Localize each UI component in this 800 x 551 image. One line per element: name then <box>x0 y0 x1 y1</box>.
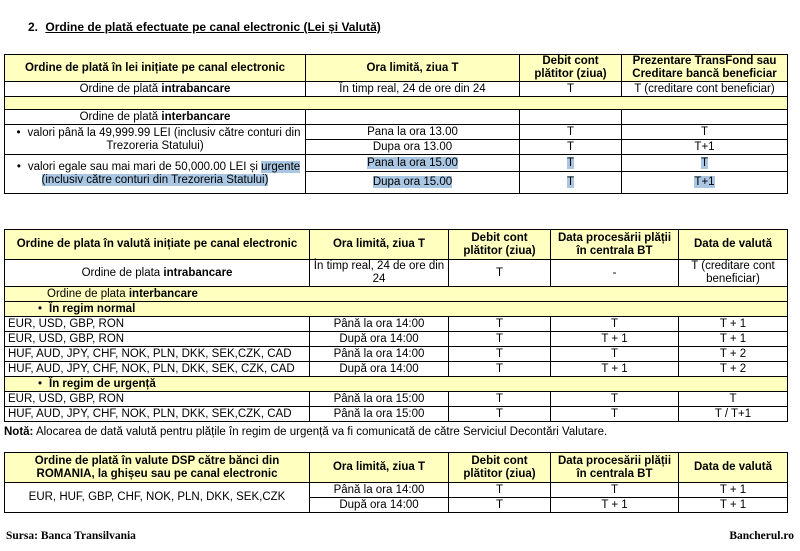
table-row: EUR, USD, GBP, RON După ora 14:00 T T + 1 T + 1 <box>5 332 788 347</box>
table-row: Ordine de plata intrabancare În timp real, 24 de ore din 24 T - T (creditare cont beneficiar) <box>5 260 788 287</box>
table-row: • valori egale sau mai mari de 50,000.00 LEI și urgente (inclusiv către conturi din Trezoreria Statului) Pana la ora 15.00 T T <box>5 155 788 172</box>
table-row: HUF, AUD, JPY, CHF, NOK, PLN, DKK, SEK,CZK, CAD Până la ora 14:00 T T T + 2 <box>5 347 788 362</box>
table-row: Dupa ora 13.00 T T+1 <box>5 140 788 155</box>
section-row: • În regim de urgență <box>5 377 788 392</box>
table-row: • valori până la 49,999.99 LEI (inclusiv către conturi din Trezoreria Statului) Pana la ora 13.00 T T <box>5 125 788 140</box>
header-cell: Debit cont plătitor (ziua) <box>520 55 622 82</box>
table-row: EUR, HUF, GBP, CHF, NOK, PLN, DKK, SEK,CZK Până la ora 14:00 T T T + 1 <box>5 483 788 498</box>
table-row: Ordine de plată intrabancare În timp real, 24 de ore din 24 T T (creditare cont beneficiar) <box>5 82 788 97</box>
header-cell: Ordine de plata în valută inițiate pe canal electronic <box>5 230 310 260</box>
table-row: Ordine de plată interbancare <box>5 110 788 125</box>
section-title <box>28 20 381 34</box>
header-cell: Data procesării plății în centrala BT <box>551 230 679 260</box>
header-cell: Ora limită, ziua T <box>306 55 520 82</box>
header-cell: Debit cont plătitor (ziua) <box>449 453 551 483</box>
section-number: 2. <box>28 20 39 34</box>
header-cell: Data de valută <box>679 230 788 260</box>
header-cell: Ora limită, ziua T <box>310 230 449 260</box>
header-cell: Ordine de plată în valute DSP către bănci din ROMANIA, la ghișeu sau pe canal electronic <box>5 453 310 483</box>
table-row: HUF, AUD, JPY, CHF, NOK, PLN, DKK, SEK,CZK, CAD Până la ora 15:00 T T T / T+1 <box>5 407 788 422</box>
table-row: EUR, USD, GBP, RON Până la ora 15:00 T T T <box>5 392 788 407</box>
header-cell: Ordine de plată în lei inițiate pe canal electronic <box>5 55 306 82</box>
table-row: HUF, AUD, JPY, CHF, NOK, PLN, DKK, SEK, CZK, CAD După ora 14:00 T T + 1 T + 2 <box>5 362 788 377</box>
bullet-icon: • <box>16 126 21 139</box>
source-caption: Sursa: Banca Transilvania <box>6 530 136 542</box>
section-row: • În regim normal <box>5 302 788 317</box>
table-row: Dupa ora 15.00 T T+1 <box>5 172 788 194</box>
table-row: Ordine de plata interbancare <box>5 287 788 302</box>
bullet-icon: • <box>37 377 43 390</box>
dsp-payments-table <box>4 452 788 513</box>
section-title-text: Ordine de plată efectuate pe canal electronic (Lei și Valută) <box>45 20 381 34</box>
bullet-icon: • <box>37 302 43 315</box>
brand-caption: Bancherul.ro <box>729 530 794 542</box>
currency-payments-table <box>4 229 788 422</box>
note-text: Alocarea de dată valută pentru plățile în regim de urgență va fi comunicată de către Serviciul Decontări Valutare. <box>33 426 608 438</box>
lei-payments-table <box>4 54 788 194</box>
header-cell: Ora limită, ziua T <box>310 453 449 483</box>
header-cell: Data de valută <box>679 453 788 483</box>
bullet-icon: • <box>16 161 21 173</box>
table-row: După ora 14:00 T T + 1 T + 1 <box>5 498 788 513</box>
header-cell: Data procesării plății în centrala BT <box>551 453 679 483</box>
table-row: EUR, USD, GBP, RON Până la ora 14:00 T T T + 1 <box>5 317 788 332</box>
note <box>4 426 607 438</box>
note-label: Notă: <box>4 426 34 438</box>
header-cell: Debit cont plătitor (ziua) <box>449 230 551 260</box>
spacer-row <box>5 97 788 110</box>
header-cell: Prezentare TransFond sau Creditare bancă beneficiar <box>622 55 788 82</box>
